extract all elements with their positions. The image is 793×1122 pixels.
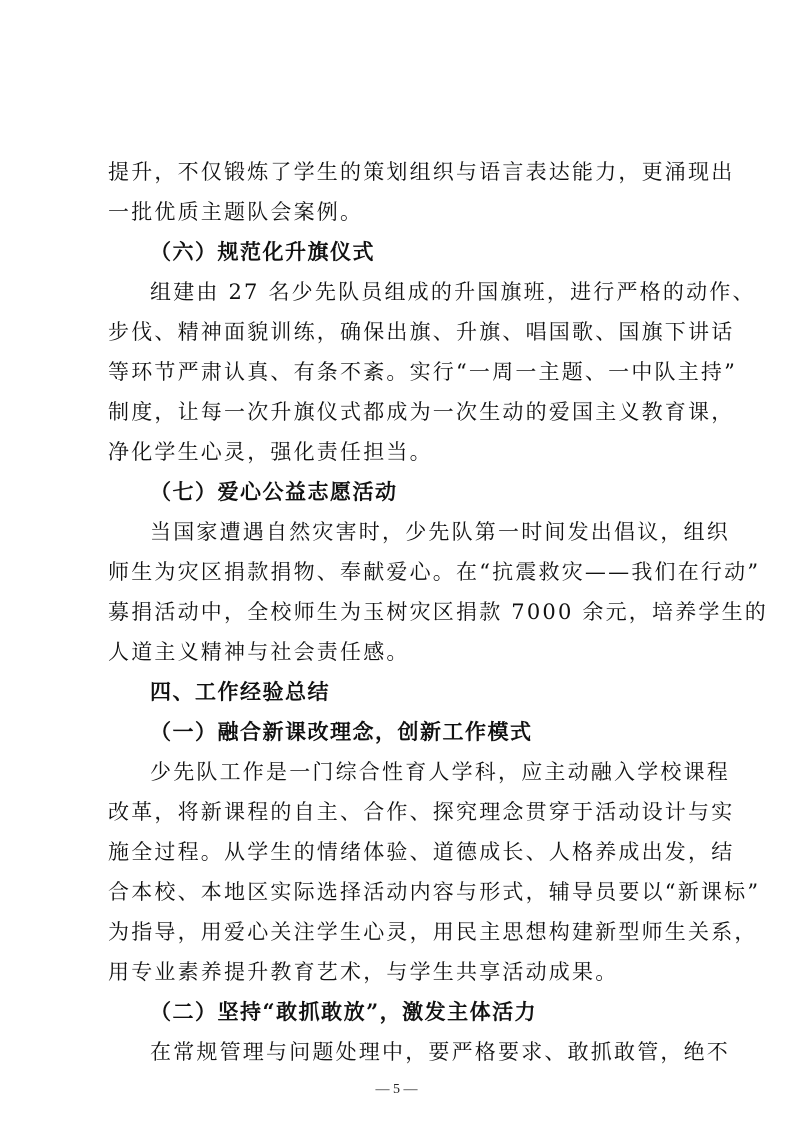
paragraph-line: 步伐、精神面貌训练，确保出旗、升旗、唱国歌、国旗下讲话	[108, 320, 735, 344]
page-number: — 5 —	[375, 1082, 418, 1097]
paragraph-line: 人道主义精神与社会责任感。	[108, 640, 410, 664]
subsection-heading-one: （一）融合新课改理念，创新工作模式	[150, 719, 533, 744]
paragraph-line: 提升，不仅锻炼了学生的策划组织与语言表达能力，更涌现出	[108, 160, 735, 184]
paragraph-line: 为指导，用爱心关注学生心灵，用民主思想构建新型师生关系，	[108, 920, 758, 944]
paragraph-line: 募捐活动中，全校师生为玉树灾区捐款 7000 余元，培养学生的	[108, 600, 768, 624]
paragraph-line: 少先队工作是一门综合性育人学科，应主动融入学校课程	[150, 760, 730, 784]
paragraph-line: 制度，让每一次升旗仪式都成为一次生动的爱国主义教育课，	[108, 400, 735, 424]
section-heading-six: （六）规范化升旗仪式	[150, 239, 375, 264]
section-heading-seven: （七）爱心公益志愿活动	[150, 479, 398, 504]
paragraph-line: 用专业素养提升教育艺术，与学生共享活动成果。	[108, 960, 619, 984]
paragraph-line: 当国家遭遇自然灾害时，少先队第一时间发出倡议，组织	[150, 520, 730, 544]
paragraph-line: 施全过程。从学生的情绪体验、道德成长、人格养成出发，结	[108, 840, 735, 864]
chapter-heading-four: 四、工作经验总结	[150, 679, 330, 704]
subsection-heading-two: （二）坚持“敢抓敢放”，激发主体活力	[150, 999, 538, 1024]
paragraph-line: 师生为灾区捐款捐物、奉献爱心。在“抗震救灾——我们在行动”	[108, 560, 761, 584]
paragraph-line: 组建由 27 名少先队员组成的升国旗班，进行严格的动作、	[150, 280, 756, 304]
paragraph-line: 合本校、本地区实际选择活动内容与形式，辅导员要以“新课标”	[108, 880, 761, 904]
paragraph-line: 改革，将新课程的自主、合作、探究理念贯穿于活动设计与实	[108, 800, 735, 824]
paragraph-line: 在常规管理与问题处理中，要严格要求、敢抓敢管，绝不	[150, 1040, 730, 1064]
paragraph-line: 一批优质主题队会案例。	[108, 200, 364, 224]
paragraph-line: 净化学生心灵，强化责任担当。	[108, 440, 433, 464]
paragraph-line: 等环节严肃认真、有条不紊。实行“一周一主题、一中队主持”	[108, 360, 738, 384]
